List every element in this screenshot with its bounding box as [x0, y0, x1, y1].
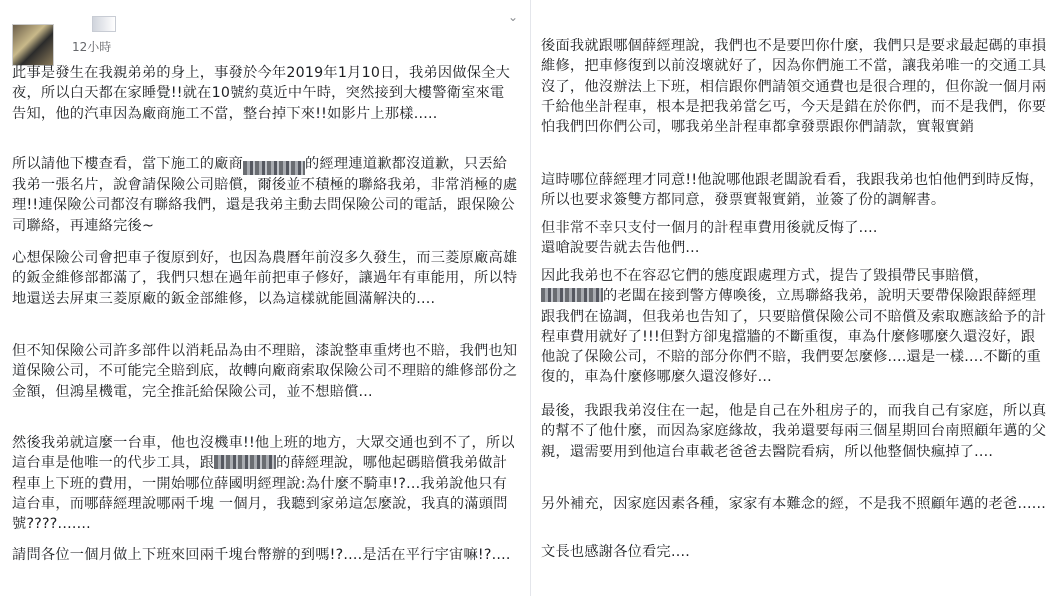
post-body-right — [541, 36, 1049, 137]
post-body-left — [12, 248, 518, 309]
paragraph: 但不知保險公司許多部件以消耗品為由不理賠，漆說整車重烤也不賠，我們也知道保險公司，不可能完全賠到底，故轉向廠商索取保險公司不理賠的維修部份之金額，但鴻星機電，完全推託給保險公司，並不想賠償... — [12, 343, 518, 400]
redacted-company-name — [243, 161, 305, 175]
post-body-left — [12, 341, 518, 402]
paragraph-text: 然後我弟就這麼一台車，他也沒機車!!他上班的地方，大眾交通也到不了，所以這台車是他唯一的代步工具，跟 — [12, 435, 515, 472]
post-header — [12, 10, 512, 54]
profile-badge-icon — [92, 16, 116, 32]
post-body-right — [541, 170, 1049, 211]
paragraph: 另外補充，因家庭因素各種，家家有本難念的經，不是我不照顧年邁的老爸...... — [541, 496, 1046, 512]
post-body-right — [541, 494, 1049, 514]
post-body-right — [541, 401, 1049, 462]
paragraph-text: 的薛經理說，哪他起碼賠償我弟做計程車上下班的費用，一開始哪位薛國明經理說:為什麼不騎車!?...我弟說他只有這台車，而哪薛經理說哪兩千塊 一個月，我聽到家弟這怎麼說，我真的滿頭問號????....... — [12, 455, 508, 533]
post-column-right — [531, 0, 1060, 596]
post-body-right — [541, 218, 1049, 259]
post-body-left — [12, 433, 518, 534]
paragraph: 文長也感謝各位看完.... — [541, 544, 690, 560]
paragraph: 後面我就跟哪個薛經理說，我們也不是要凹你什麼，我們只是要求最起碼的車損維修，把車修復到以前沒壞就好了，因為你們施工不當，讓我弟唯一的交通工具沒了，他沒辦法上下班，相信跟你們請領交通費也是很合理的，但你說一個月兩千給他坐計程車，根本是把我弟當乞丐，今天是錯在於你們，而不是我們，你要怕我們凹你們公司，哪我弟坐計程車都拿發票跟你們請款，實報實銷 — [541, 38, 1047, 136]
paragraph: 此事是發生在我親弟弟的身上，事發於今年2019年1月10日，我弟因做保全大夜，所以白天都在家睡覺!!就在10號約莫近中午時，突然接到大樓警衛室來電告知，他的汽車因為廠商施工不當，整台掉下來!!如影片上那樣..... — [12, 65, 511, 122]
post-timestamp[interactable]: 12小時 — [72, 40, 112, 54]
chevron-down-icon[interactable]: ⌄ — [508, 10, 519, 24]
post-body-left — [12, 154, 518, 236]
paragraph: 心想保險公司會把車子復原到好，也因為農曆年前沒多久發生，而三菱原廠高雄的鈑金維修部都滿了，我們只想在過年前把車子修好，讓過年有車能用，所以特地還送去屏東三菱原廠的鈑金部維修，以為這樣就能圓滿解決的.... — [12, 250, 518, 307]
post-body-right — [541, 542, 1049, 562]
paragraph — [541, 266, 1049, 388]
avatar[interactable] — [12, 24, 54, 66]
post-body-right — [541, 266, 1049, 388]
paragraph: 這時哪位薛經理才同意!!他說哪他跟老闆說看看，我跟我弟也怕他們到時反悔，所以也要求簽雙方都同意，發票實報實銷，並簽了份的調解書。 — [541, 172, 1044, 209]
paragraph: 但非常不幸只支付一個月的計程車費用後就反悔了.... 還嗆說要告就去告他們... — [541, 220, 878, 257]
paragraph — [12, 154, 518, 236]
paragraph-text: 的經理連道歉都沒道歉，只丟給我弟一張名片，說會請保險公司賠償，爾後並不積極的聯絡我弟，非常消極的處理!!連保險公司都沒有聯絡我們，還是我弟主動去問保險公司的電話，跟保險公司聯絡，再連絡完後~ — [12, 156, 518, 234]
paragraph-text: 因此我弟也不在容忍它們的態度跟處理方式，提告了毀損帶民事賠償， — [541, 268, 989, 284]
paragraph-text: 所以請他下樓查看，當下施工的廠商 — [12, 156, 244, 172]
paragraph — [12, 433, 518, 534]
redacted-company-name — [214, 455, 276, 469]
paragraph-text: 的老闆在接到警方傳喚後，立馬聯絡我弟，說明天要帶保險跟薛經理跟我們在協調，但我弟也告知了，只要賠償保險公司不賠償及索取應該給予的計程車費用就好了!!!但對方卻鬼擋牆的不斷重復，車為什麼修哪麼久還沒好，跟他說了保險公司，不賠的部分你們不賠，我們要怎麼修....還是一樣....不斷的重復的，車為什麼修哪麼久還沒修好... — [541, 288, 1047, 386]
post-body-left — [12, 545, 518, 565]
paragraph: 請問各位一個月做上下班來回兩千塊台幣辦的到嗎!?....是活在平行宇宙嘛!?.... — [12, 547, 511, 563]
redacted-company-name — [541, 288, 603, 302]
paragraph: 最後，我跟我弟沒住在一起，他是自己在外租房子的，而我自己有家庭，所以真的幫不了他什麼，而因為家庭緣故，我弟還要每兩三個星期回台南照顧年邁的父親，還需要用到他這台車載老爸爸去醫院看病，所以他整個快瘋掉了.... — [541, 403, 1047, 460]
post-body-left — [12, 63, 518, 124]
